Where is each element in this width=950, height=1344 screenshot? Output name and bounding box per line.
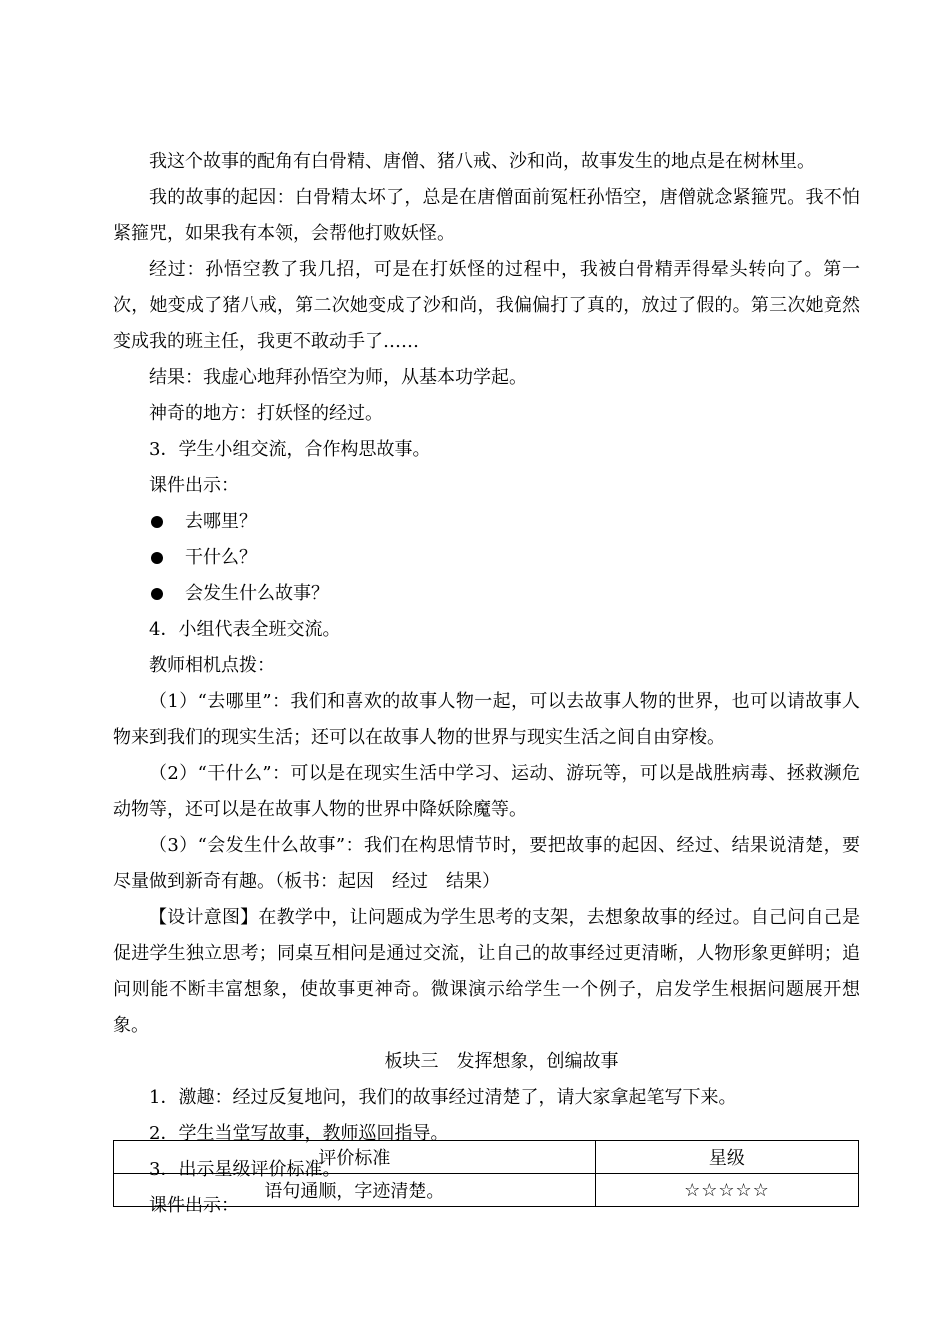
bullet-text: 干什么？ [185, 547, 257, 568]
guidance-what: （2）“干什么”：可以是在现实生活中学习、运动、游玩等，可以是战胜病毒、拯救濒危动物等，还可以是在故事人物的世界中降妖除魔等。 [113, 763, 860, 820]
courseware-label-2: 课件出示： [149, 1195, 239, 1216]
step-2-write: 2．学生当堂写故事，教师巡回指导。 [149, 1123, 449, 1144]
table-header-rating: 星级 [595, 1141, 858, 1174]
guidance-where: （1）“去哪里”：我们和喜欢的故事人物一起，可以去故事人物的世界，也可以请故事人物来到我们的现实生活；还可以在故事人物的世界与现实生活之间自由穿梭。 [113, 691, 860, 748]
evaluation-table [113, 1140, 859, 1207]
bullet-dot-icon [151, 588, 163, 600]
paragraph-story-result: 结果：我虚心地拜孙悟空为师，从基本功学起。 [149, 367, 527, 388]
table-header-row [114, 1141, 859, 1174]
table-row [114, 1174, 859, 1207]
bullet-text: 会发生什么故事？ [185, 583, 329, 604]
guidance-story: （3）“会发生什么故事”：我们在构思情节时，要把故事的起因、经过、结果说清楚，要尽量做到新奇有趣。（板书：起因 经过 结果） [113, 835, 860, 892]
bullet-text: 去哪里？ [185, 511, 257, 532]
teacher-guidance-label: 教师相机点拨： [149, 655, 275, 676]
paragraph-supporting-characters: 我这个故事的配角有白骨精、唐僧、猪八戒、沙和尚，故事发生的地点是在树林里。 [149, 151, 815, 172]
courseware-label: 课件出示： [149, 475, 239, 496]
section-heading: 板块三 发挥想象，创编故事 [384, 1051, 619, 1072]
step-3-group-discussion: 3．学生小组交流，合作构思故事。 [149, 439, 431, 460]
bullet-item [113, 576, 860, 612]
step-1-motivate: 1．激趣：经过反复地问，我们的故事经过清楚了，请大家拿起笔写下来。 [149, 1087, 737, 1108]
bullet-item [113, 504, 860, 540]
table-cell-stars: ☆☆☆☆☆ [595, 1174, 858, 1207]
bullet-item [113, 540, 860, 576]
paragraph-story-cause: 我的故事的起因：白骨精太坏了，总是在唐僧面前冤枉孙悟空，唐僧就念紧箍咒。我不怕紧箍咒，如果我有本领，会帮他打败妖怪。 [113, 187, 860, 244]
table-cell-criteria: 语句通顺，字迹清楚。 [114, 1174, 596, 1207]
paragraph-story-process: 经过：孙悟空教了我几招，可是在打妖怪的过程中，我被白骨精弄得晕头转向了。第一次，她变成了猪八戒，第二次她变成了沙和尚，我偏偏打了真的，放过了假的。第三次她竟然变成我的班主任，我更不敢动手了…… [113, 259, 860, 352]
table-header-criteria: 评价标准 [114, 1141, 596, 1174]
step-4-group-report: 4．小组代表全班交流。 [149, 619, 341, 640]
document-body [113, 144, 860, 1224]
step-3-rating-standard: 3．出示星级评价标准。 [149, 1159, 341, 1180]
bullet-dot-icon [151, 552, 163, 564]
paragraph-magic-part: 神奇的地方：打妖怪的经过。 [149, 403, 383, 424]
design-intent: 【设计意图】在教学中，让问题成为学生思考的支架，去想象故事的经过。自己问自己是促进学生独立思考；同桌互相问是通过交流，让自己的故事经过更清晰，人物形象更鲜明；追问则能不断丰富想象，使故事更神奇。微课演示给学生一个例子，启发学生根据问题展开想象。 [113, 907, 860, 1036]
bullet-dot-icon [151, 516, 163, 528]
